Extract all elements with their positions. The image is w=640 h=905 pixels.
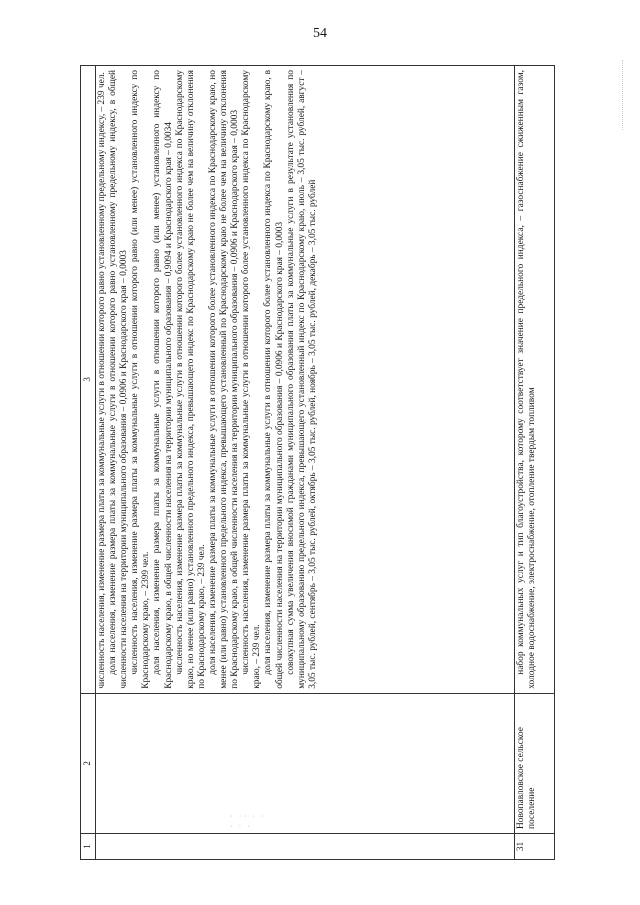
paragraph: численность населения, изменение размера платы за коммунальные услуги в отношении которого равно (или менее) установленного индексу по Краснодарскому краю, – 2399 чел. [130,70,152,689]
paragraph: численность населения, изменение размера платы за коммунальные услуги в отношении которого более установленного индекса по Краснодарскому краю, но менее (или равно) установленного предельного индекса, превышающего индекс по Краснодарскому краю не более чем на величину отклонения по Краснодарскому краю, – 239 чел. [174,70,207,689]
paragraph: доля населения, изменение размера платы за коммунальные услуги в отношении которого равно (или менее) установленного индексу по Краснодарскому краю, в общей численности населения на территории муниципального образования – 0,9094 и Краснодарского края – 0,0034 [152,70,174,689]
header-col-2: 2 [81,693,96,833]
paragraph: доля населения, изменение размера платы за коммунальные услуги в отношении которого равно установленному предельному индексу, в общей численности населения на территории муниципального образования – 0,0906 и Краснодарского края – 0,0003 [108,70,130,689]
rotated-table-frame [80,65,555,860]
paragraph: набор коммунальных услуг и тип благоустройства, которому соответствует значение предельного индекса, – газоснабжение сжиженным газом, холодное водоснабжение, электроснабжение, отопление твердым топливом [516,70,538,689]
table-row [515,66,555,860]
details-cell [515,66,555,694]
paragraph: доля населения, изменение размера платы за коммунальные услуги в отношении которого более установленного индекса по Краснодарскому краю, в общей численности населения на территории муниципального образования – 0,0906 и Краснодарского края – 0,0003 [263,70,285,689]
table-header-row [81,66,96,860]
margin-mark [622,60,629,130]
paragraph: совокупная сумма увеличения вносимой гражданами муниципального образования платы за коммунальные услуги в результате установления по муниципальному образованию предельного индекса, превышающего установленный индекс по Краснодарскому краю, июль – 3,05 тыс. рублей, август – 3,05 тыс. рублей, сентябрь – 3,05 тыс. рублей, октябрь – 3,05 тыс. рублей, ноябрь – 3,05 тыс. рублей, декабрь – 3,05 тыс. рублей [285,70,318,689]
row-number: 31 [515,833,555,859]
header-col-3: 3 [81,66,96,694]
paragraph: численность населения, изменение размера платы за коммунальные услуги в отношении которого более установленного индекса по Краснодарскому краю, – 239 чел. [241,70,263,689]
paragraph: численность населения, изменение размера платы за коммунальные услуги в отношении которого равно установленному предельному индексу, – 239 чел. [97,72,107,689]
scan-artifact: · ·· · · · · · [230,812,266,831]
details-cell [96,66,515,694]
table-row-continuation [96,66,515,860]
settlement-cell [96,693,515,833]
page-number: 54 [313,26,327,41]
header-col-1: 1 [81,833,96,859]
rotated-table-region [80,65,555,860]
settlement-table [80,65,555,860]
row-num-cell [96,833,515,859]
paragraph: доля населения, изменение размера платы за коммунальные услуги в отношении которого более установленного индекса по Краснодарскому краю, но менее (или равно) установленного предельного индекса, превышающего установленный по Краснодарскому краю не более чем на величину отклонения по Краснодарскому краю, в общей численности населения на территории муниципального образования – 0,0906 и Краснодарского края – 0,0003 [207,70,241,689]
settlement-name: Новопавловское сельское поселение [515,693,555,833]
